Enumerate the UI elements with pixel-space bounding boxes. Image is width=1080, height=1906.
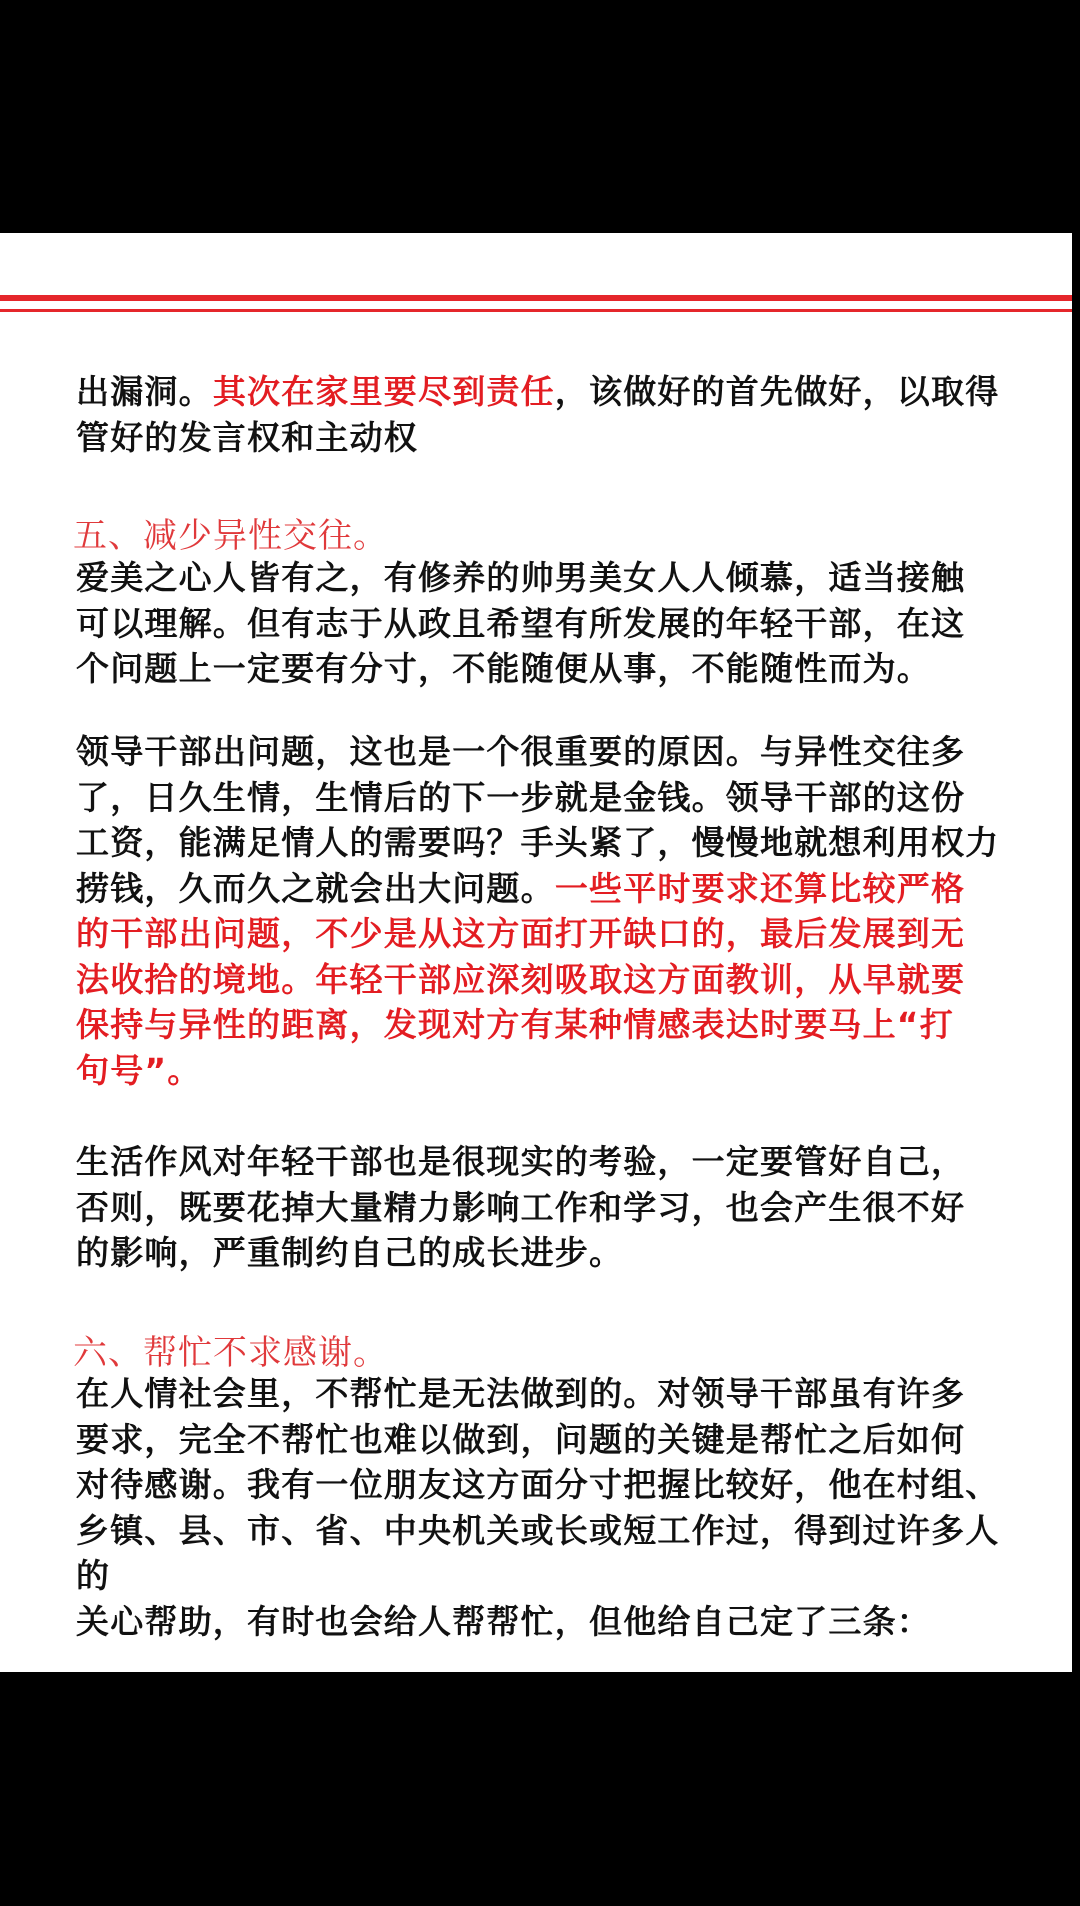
bottom-letterbox xyxy=(0,1672,1080,1906)
right-border xyxy=(1072,233,1080,1672)
paragraph-1-start: 出漏洞。 xyxy=(76,372,213,411)
header-red-rule xyxy=(0,295,1072,301)
paragraph-1 xyxy=(76,369,1006,460)
paragraph-1-end: ，该做好的首先做好，以取得 管好的发言权和主动权 xyxy=(76,372,1000,457)
paragraph-4: 生活作风对年轻干部也是很现实的考验，一定要管好自己， 否则，既要花掉大量精力影响工作和学习，也会产生很不好 的影响，严重制约自己的成长进步。 xyxy=(76,1142,966,1272)
section-heading-6: 六、帮忙不求感谢。 xyxy=(73,1333,388,1373)
paragraph-3-normal: 领导干部出问题，这也是一个很重要的原因。与异性交往多 了，日久生情，生情后的下一步就是金钱。领导干部的这份 工资，能满足情人的需要吗？手头紧了，慢慢地就想利用权力 捞钱，久而久之就会出大问题。 xyxy=(76,732,1000,908)
paragraph-3 xyxy=(76,729,1006,1093)
paragraph-1-highlight: 其次在家里要尽到责任 xyxy=(212,372,555,411)
paragraph-5: 在人情社会里，不帮忙是无法做到的。对领导干部虽有许多 要求，完全不帮忙也难以做到，问题的关键是帮忙之后如何 对待感谢。我有一位朋友这方面分寸把握比较好，他在村组、 乡镇、县、市、省、中央机关或长或短工作过，得到过许多人的 关心帮助，有时也会给人帮帮忙，但他给自己定了三条： xyxy=(76,1374,1000,1641)
header-red-rule-thin xyxy=(0,309,1072,312)
top-letterbox xyxy=(0,0,1080,233)
paragraph-3-highlight: 一些平时要求还算比较严格 的干部出问题，不少是从这方面打开缺口的，最后发展到无 法收拾的境地。年轻干部应深刻吸取这方面教训，从早就要 保持与异性的距离，发现对方有某种情感表达时要马上“打 句号”。 xyxy=(76,868,966,1090)
paragraph-2: 爱美之心人皆有之，有修养的帅男美女人人倾慕，适当接触 可以理解。但有志于从政且希望有所发展的年轻干部，在这 个问题上一定要有分寸，不能随便从事，不能随性而为。 xyxy=(76,558,966,688)
section-heading-5: 五、减少异性交往。 xyxy=(73,516,388,556)
document-page xyxy=(0,233,1072,1672)
